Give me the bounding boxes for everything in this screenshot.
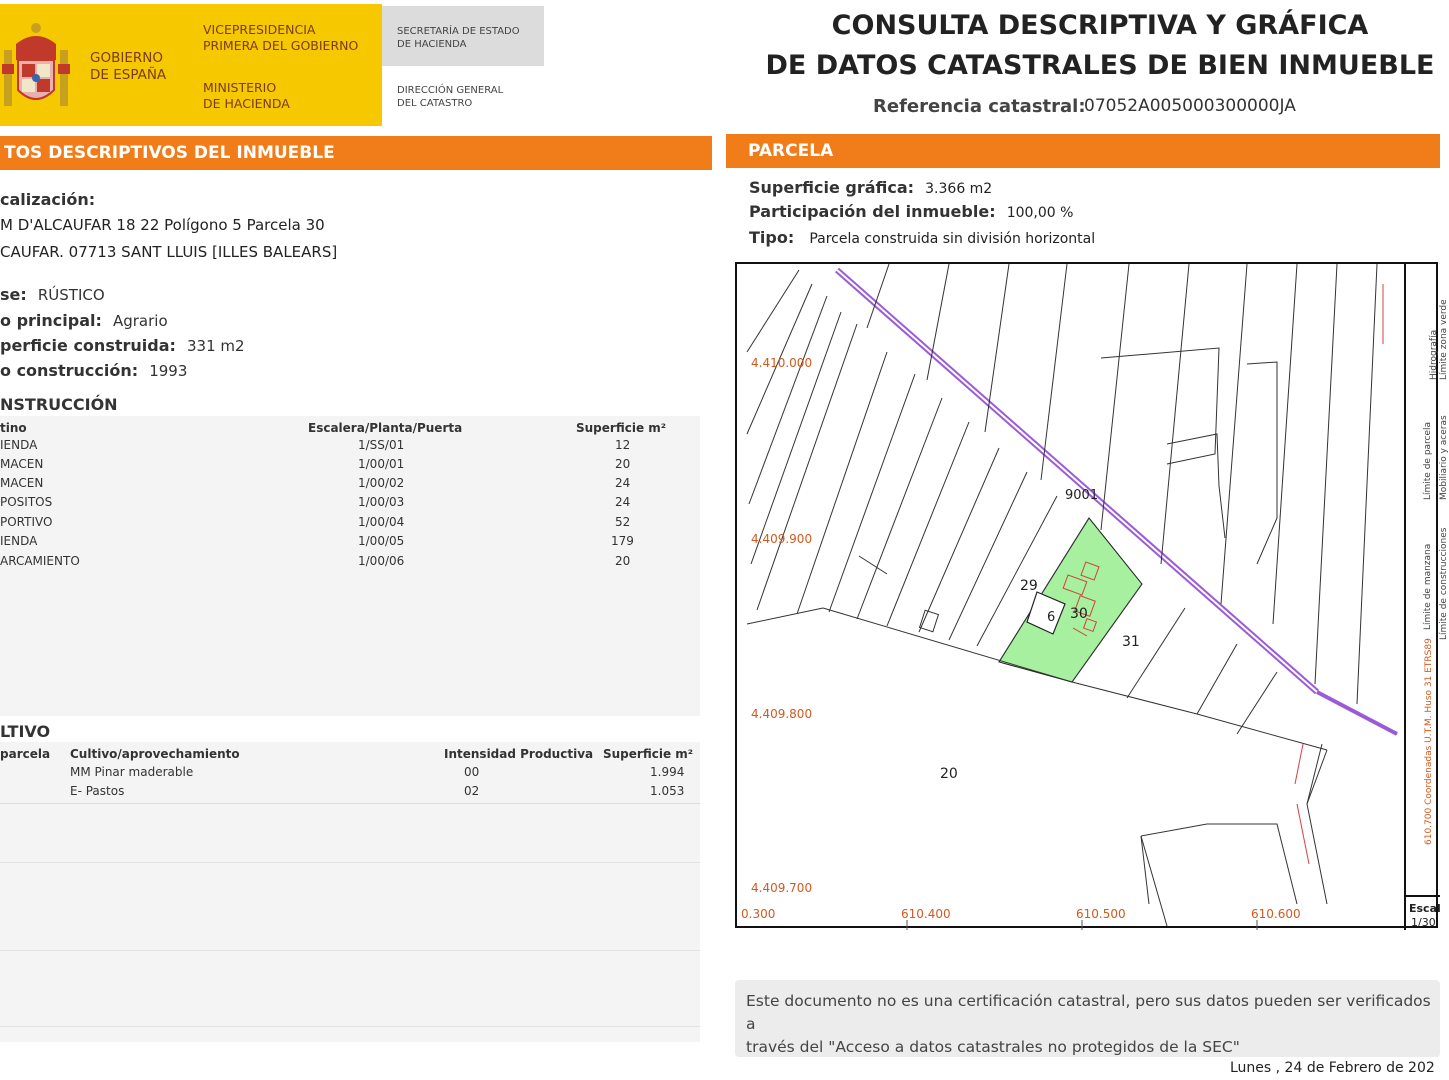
map-x-label: 610.500 [1076, 907, 1126, 921]
table-row: E- Pastos [70, 784, 125, 798]
table-row: MACEN [0, 457, 44, 471]
participacion-row [749, 202, 1073, 221]
uso-label: o principal: [0, 311, 102, 330]
table-cell: 1/00/01 [358, 457, 405, 471]
parcela-bar: PARCELA [726, 134, 1440, 168]
map-y-label: 4.409.800 [751, 707, 813, 721]
construccion-table [0, 416, 700, 716]
vicepresidencia-label: VICEPRESIDENCIA PRIMERA DEL GOBIERNO [203, 22, 359, 53]
uso-row [0, 311, 168, 330]
construccion-title: NSTRUCCIÓN [0, 395, 118, 414]
anio-label: o construcción: [0, 361, 139, 380]
map-x-label: 610.600 [1251, 907, 1301, 921]
cultivo-header-cultivo: Cultivo/aprovechamiento [70, 747, 240, 761]
datos-descriptivos-bar: TOS DESCRIPTIVOS DEL INMUEBLE [0, 136, 712, 170]
localizacion-label: calización: [0, 190, 96, 209]
cultivo-table [0, 742, 700, 1042]
table-cell: 24 [615, 495, 631, 509]
disclaimer-line1: Este documento no es una certificación catastral, pero sus datos pueden ser verificados a [746, 992, 1431, 1033]
document-title-line2: DE DATOS CATASTRALES DE BIEN INMUEBLE [765, 50, 1435, 81]
direccion-label: DIRECCIÓN GENERAL DEL CATASTRO [397, 85, 504, 109]
sup-grafica-row [749, 178, 992, 197]
construccion-header-superficie: Superficie m² [576, 421, 667, 435]
row-divider [0, 1026, 700, 1027]
participacion-value: 100,00 % [1006, 205, 1074, 221]
legend-limite-manzana: Límite de manzana [1423, 543, 1433, 630]
cultivo-header-superficie: Superficie m² [603, 747, 694, 761]
map-x-label: 610.400 [901, 907, 951, 921]
table-cell: 52 [615, 515, 631, 529]
table-cell: 1/00/03 [358, 495, 405, 509]
cadastral-map[interactable] [735, 262, 1449, 929]
secretaria-label: SECRETARÍA DE ESTADO DE HACIENDA [397, 26, 520, 50]
row-divider [0, 950, 700, 951]
table-row: IENDA [0, 534, 38, 548]
coat-of-arms-icon [0, 20, 76, 110]
legend-zona-verde: Límite zona verde [1439, 299, 1449, 380]
localizacion-line1: M D'ALCAUFAR 18 22 Polígono 5 Parcela 30 [0, 216, 325, 234]
table-cell: 179 [611, 534, 634, 548]
table-row: ARCAMIENTO [0, 554, 80, 568]
legend-hidrografia: Hidrografía [1429, 329, 1439, 380]
tipo-row [749, 228, 1095, 247]
table-cell: 24 [615, 476, 631, 490]
clase-label: se: [0, 285, 27, 304]
uso-value: Agrario [112, 312, 168, 330]
document-date: Lunes , 24 de Febrero de 202 [1230, 1060, 1435, 1076]
superficie-label: perficie construida: [0, 336, 176, 355]
parcel-label: 30 [1070, 606, 1088, 622]
sup-grafica-value: 3.366 m2 [925, 181, 993, 197]
tipo-label: Tipo: [749, 228, 795, 247]
superficie-value: 331 m2 [187, 337, 245, 355]
parcel-label: 20 [940, 766, 958, 782]
table-cell: 1/00/04 [358, 515, 405, 529]
table-cell: 20 [615, 554, 631, 568]
row-divider [0, 803, 700, 804]
disclaimer-line2: través del "Acceso a datos catastrales no protegidos de la SEC" [746, 1038, 1240, 1056]
ministerio-label: MINISTERIO DE HACIENDA [203, 80, 290, 111]
sup-grafica-label: Superficie gráfica: [749, 178, 915, 197]
superficie-row [0, 336, 245, 355]
anio-row [0, 361, 187, 380]
ref-catastral-value: 07052A005000300000JA [1084, 96, 1296, 116]
tipo-value: Parcela construida sin división horizontal [809, 231, 1096, 247]
map-y-label: 4.409.700 [751, 881, 813, 895]
table-cell: 00 [464, 765, 480, 779]
table-cell: 12 [615, 438, 631, 452]
table-cell: 1/00/02 [358, 476, 405, 490]
table-row: POSITOS [0, 495, 53, 509]
table-cell: 1.053 [650, 784, 685, 798]
document-title-line1: CONSULTA DESCRIPTIVA Y GRÁFICA [831, 10, 1369, 41]
parcel-label: 6 [1047, 610, 1056, 625]
ref-catastral-label: Referencia catastral: [873, 96, 1086, 117]
map-x-label: 0.300 [741, 907, 776, 921]
legend-limite-construcciones: Límite de construcciones [1439, 527, 1449, 640]
table-row: PORTIVO [0, 515, 53, 529]
table-cell: 20 [615, 457, 631, 471]
map-y-label: 4.409.900 [751, 532, 813, 546]
map-drawing [737, 264, 1440, 930]
cultivo-title: LTIVO [0, 722, 51, 741]
clase-row [0, 285, 105, 304]
legend-mobiliario: Mobiliario y aceras [1439, 415, 1449, 500]
cultivo-header-intensidad: Intensidad Productiva [444, 747, 594, 761]
map-y-label: 4.410.000 [751, 356, 813, 370]
cultivo-header-subparcela: parcela [0, 747, 51, 761]
table-row: IENDA [0, 438, 38, 452]
table-cell: 1.994 [650, 765, 685, 779]
localizacion-line2: CAUFAR. 07713 SANT LLUIS [ILLES BALEARS] [0, 243, 338, 261]
parcel-label: 9001 [1065, 488, 1099, 503]
disclaimer-text [746, 990, 1436, 1059]
table-row: MM Pinar maderable [70, 765, 194, 779]
scale-label: Escal [1409, 902, 1441, 915]
participacion-label: Participación del inmueble: [749, 202, 996, 221]
clase-value: RÚSTICO [37, 286, 105, 304]
gobierno-label: GOBIERNO DE ESPAÑA [90, 50, 167, 83]
table-row: MACEN [0, 476, 44, 490]
map-legend [1409, 270, 1449, 890]
table-cell: 1/00/06 [358, 554, 405, 568]
row-divider [0, 862, 700, 863]
table-cell: 1/00/05 [358, 534, 405, 548]
table-cell: 02 [464, 784, 480, 798]
table-cell: 1/SS/01 [358, 438, 405, 452]
anio-value: 1993 [149, 362, 188, 380]
legend-coordenadas: 610.700 Coordenadas U.T.M. Huso 31 ETRS89 [1424, 638, 1434, 845]
construccion-header-destino: tino [0, 421, 27, 435]
scale-value: 1/30 [1411, 916, 1436, 929]
construccion-header-escalera: Escalera/Planta/Puerta [308, 421, 463, 435]
legend-limite-parcela: Límite de parcela [1423, 421, 1433, 500]
parcel-label: 31 [1122, 634, 1140, 650]
parcel-label: 29 [1020, 578, 1038, 594]
